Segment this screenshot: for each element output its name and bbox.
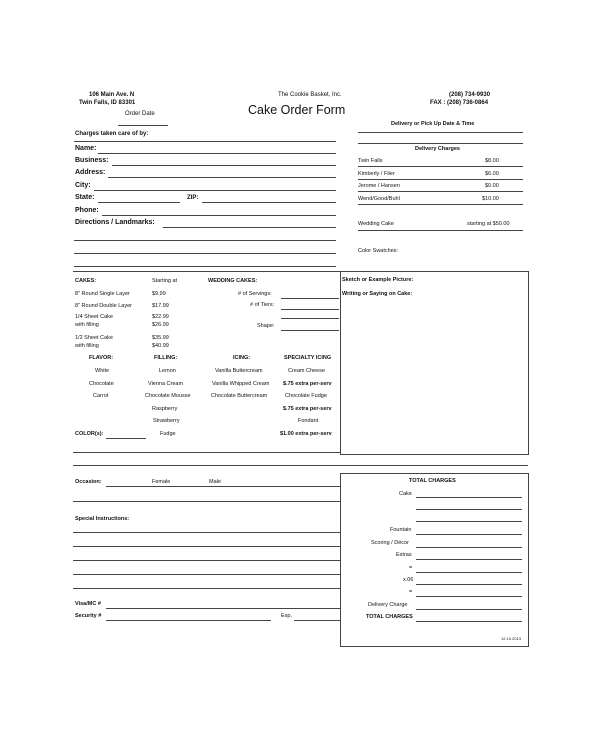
filling-option[interactable]: Fudge: [160, 431, 176, 437]
flavor-heading: FLAVOR:: [89, 355, 114, 361]
form-date-code: 12.10.2013: [501, 636, 522, 641]
tax-field[interactable]: [416, 584, 522, 585]
extras-field[interactable]: [416, 559, 522, 560]
specialty-price: $1.00 extra per-serv: [280, 431, 332, 437]
security-field[interactable]: [106, 620, 271, 621]
delivery-charges-rule: [358, 143, 523, 144]
company-name: The Cookie Basket, Inc.: [278, 92, 342, 98]
icing-option[interactable]: Vanilla Buttercream: [215, 368, 263, 374]
cake-price: $22.99: [152, 314, 169, 320]
specialty-icing-heading: SPECIALTY ICING: [284, 355, 332, 361]
sketch-box[interactable]: [340, 271, 529, 455]
directions-field-4[interactable]: [74, 266, 336, 267]
occasion-field[interactable]: [106, 486, 340, 487]
specialty-price: $.75 extra per-serv: [283, 381, 332, 387]
colors-field[interactable]: [106, 438, 146, 439]
wedding-extra-field[interactable]: [281, 318, 339, 319]
business-field[interactable]: [112, 165, 336, 166]
state-label: State:: [75, 194, 95, 201]
instructions-line[interactable]: [73, 546, 340, 547]
instructions-line[interactable]: [73, 560, 340, 561]
female-option[interactable]: Female: [152, 479, 171, 485]
delivery-row-rule: [358, 191, 523, 192]
shape-field[interactable]: [281, 330, 339, 331]
delivery-place: Kimberly / Filer: [358, 171, 395, 177]
delivery-charges-heading: Delivery Charges: [415, 146, 460, 152]
subtotal-field[interactable]: [416, 572, 522, 573]
order-date-label: Order Date: [125, 111, 155, 117]
cake-item: 8" Round Single Layer: [75, 291, 130, 297]
servings-label: # of Servings:: [238, 291, 272, 297]
occasion-label: Occasion:: [75, 479, 102, 485]
directions-field-3[interactable]: [74, 253, 336, 254]
extras-label: Extras: [396, 552, 412, 558]
delivery-charge-label: Delivery Charge: [368, 602, 408, 608]
instructions-line[interactable]: [73, 532, 340, 533]
cake-total-label: Cake: [399, 491, 412, 497]
wedding-delivery-label: Wedding Cake: [358, 221, 394, 227]
extra-total-field-2[interactable]: [416, 521, 522, 522]
tiers-label: # of Tiers:: [250, 302, 275, 308]
state-field[interactable]: [98, 202, 180, 203]
cake-price-filling: $26.99: [152, 322, 169, 328]
occasion-field-2[interactable]: [73, 501, 340, 502]
tax-total-field[interactable]: [416, 596, 522, 597]
address-line-1: 106 Main Ave. N: [89, 92, 135, 98]
scoring-label: Scoring / Décor: [371, 540, 409, 546]
address-field[interactable]: [108, 177, 336, 178]
filling-option[interactable]: Strawberry: [153, 418, 180, 424]
phone-field[interactable]: [102, 215, 336, 216]
delivery-price: $8.00: [485, 158, 499, 164]
city-label: City:: [75, 182, 91, 189]
instructions-line[interactable]: [73, 588, 340, 589]
filling-heading: FILLING:: [154, 355, 178, 361]
filling-option[interactable]: Raspberry: [152, 406, 178, 412]
phone-number: (208) 734-9930: [449, 92, 491, 98]
servings-field[interactable]: [281, 298, 339, 299]
cake-price-filling: $40.99: [152, 343, 169, 349]
icing-heading: ICING:: [233, 355, 251, 361]
tax-total-equals: =: [409, 589, 413, 595]
writing-label: Writing or Saying on Cake:: [342, 291, 413, 297]
specialty-option[interactable]: Cream Cheese: [288, 368, 325, 374]
color-swatches-label: Color Swatches:: [358, 248, 399, 254]
section-divider-2: [73, 465, 528, 466]
address-line-2: Twin Falls, ID 83301: [79, 100, 136, 106]
specialty-option[interactable]: Fondant: [298, 418, 319, 424]
delivery-place: Jerome / Hansen: [358, 183, 400, 189]
extra-total-field[interactable]: [416, 509, 522, 510]
delivery-place: Wend/Good/Buhl: [358, 196, 400, 202]
specialty-price: $.75 extra per-serv: [283, 406, 332, 412]
charges-label: Charges taken care of by:: [75, 131, 149, 137]
colors-label: COLOR(s):: [75, 431, 104, 437]
shape-label: Shape:: [257, 323, 275, 329]
grand-total-label: TOTAL CHARGES: [366, 614, 413, 620]
visa-label: Visa/MC #: [75, 601, 101, 607]
fountain-field[interactable]: [416, 534, 522, 535]
sketch-label: Sketch or Example Picture:: [342, 277, 414, 283]
cake-item: 1/4 Sheet Cake: [75, 314, 113, 320]
male-option[interactable]: Male: [209, 479, 221, 485]
delivery-date-field[interactable]: [358, 132, 523, 133]
address-label: Address:: [75, 169, 106, 176]
security-label: Security #: [75, 613, 102, 619]
delivery-price: $10.00: [482, 196, 499, 202]
wedding-delivery-rule: [358, 230, 523, 231]
special-instructions-label: Special Instructions:: [75, 516, 130, 522]
delivery-date-label: Delivery or Pick Up Date & Time: [391, 121, 475, 127]
delivery-charge-field[interactable]: [416, 609, 522, 610]
icing-option[interactable]: Chocolate Buttercream: [211, 393, 268, 399]
scoring-field[interactable]: [416, 547, 522, 548]
specialty-option[interactable]: Chocolate Fudge: [285, 393, 327, 399]
charges-line[interactable]: [74, 141, 336, 142]
cake-item: 8" Round Double Layer: [75, 303, 132, 309]
visa-field[interactable]: [106, 608, 340, 609]
delivery-row-rule: [358, 166, 523, 167]
directions-field-1[interactable]: [163, 227, 336, 228]
cake-item-filling: with filling: [75, 343, 99, 349]
cake-item-filling: with filling: [75, 322, 99, 328]
phone-label: Phone:: [75, 207, 99, 214]
cake-price: $9.99: [152, 291, 166, 297]
delivery-row-rule: [358, 204, 523, 205]
delivery-place: Twin Falls: [358, 158, 383, 164]
cake-total-field[interactable]: [416, 497, 522, 498]
tiers-field[interactable]: [281, 309, 339, 310]
cake-price: $35.99: [152, 335, 169, 341]
colors-field-2[interactable]: [73, 452, 340, 453]
flavor-option[interactable]: White: [95, 368, 110, 374]
subtotal-equals: =: [409, 565, 413, 571]
delivery-row-rule: [358, 179, 523, 180]
delivery-price: $6.00: [485, 171, 499, 177]
exp-field[interactable]: [294, 620, 340, 621]
wedding-cakes-heading: WEDDING CAKES:: [208, 278, 258, 284]
cakes-heading: CAKES:: [75, 278, 97, 284]
zip-label: ZIP:: [187, 195, 199, 201]
icing-option[interactable]: Vanilla Whipped Cream: [212, 381, 270, 387]
grand-total-field[interactable]: [416, 621, 522, 622]
business-label: Business:: [75, 157, 109, 164]
city-field[interactable]: [94, 190, 336, 191]
flavor-option[interactable]: Chocolate: [89, 381, 114, 387]
total-charges-heading: TOTAL CHARGES: [409, 478, 456, 484]
starting-at-label: Starting at: [152, 278, 178, 284]
flavor-option[interactable]: Carrot: [93, 393, 109, 399]
tax-label: x.06: [403, 577, 414, 583]
fountain-label: Fountain: [390, 527, 412, 533]
cake-item: 1/2 Sheet Cake: [75, 335, 113, 341]
name-label: Name:: [75, 145, 97, 152]
filling-option[interactable]: Lemon: [159, 368, 176, 374]
zip-field[interactable]: [202, 202, 336, 203]
wedding-delivery-price: starting at $50.00: [467, 221, 510, 227]
fax-number: FAX : (208) 736-0864: [430, 100, 489, 106]
filling-option[interactable]: Chocolate Mousse: [145, 393, 191, 399]
directions-label: Directions / Landmarks:: [75, 219, 155, 226]
delivery-price: $0.00: [485, 183, 499, 189]
exp-label: Exp.: [281, 613, 293, 619]
directions-field-2[interactable]: [74, 240, 336, 241]
name-field[interactable]: [98, 153, 336, 154]
page-title: Cake Order Form: [248, 103, 346, 117]
instructions-line[interactable]: [73, 574, 340, 575]
order-date-line[interactable]: [118, 125, 168, 126]
cake-price: $17.99: [152, 303, 169, 309]
filling-option[interactable]: Vienna Cream: [148, 381, 184, 387]
